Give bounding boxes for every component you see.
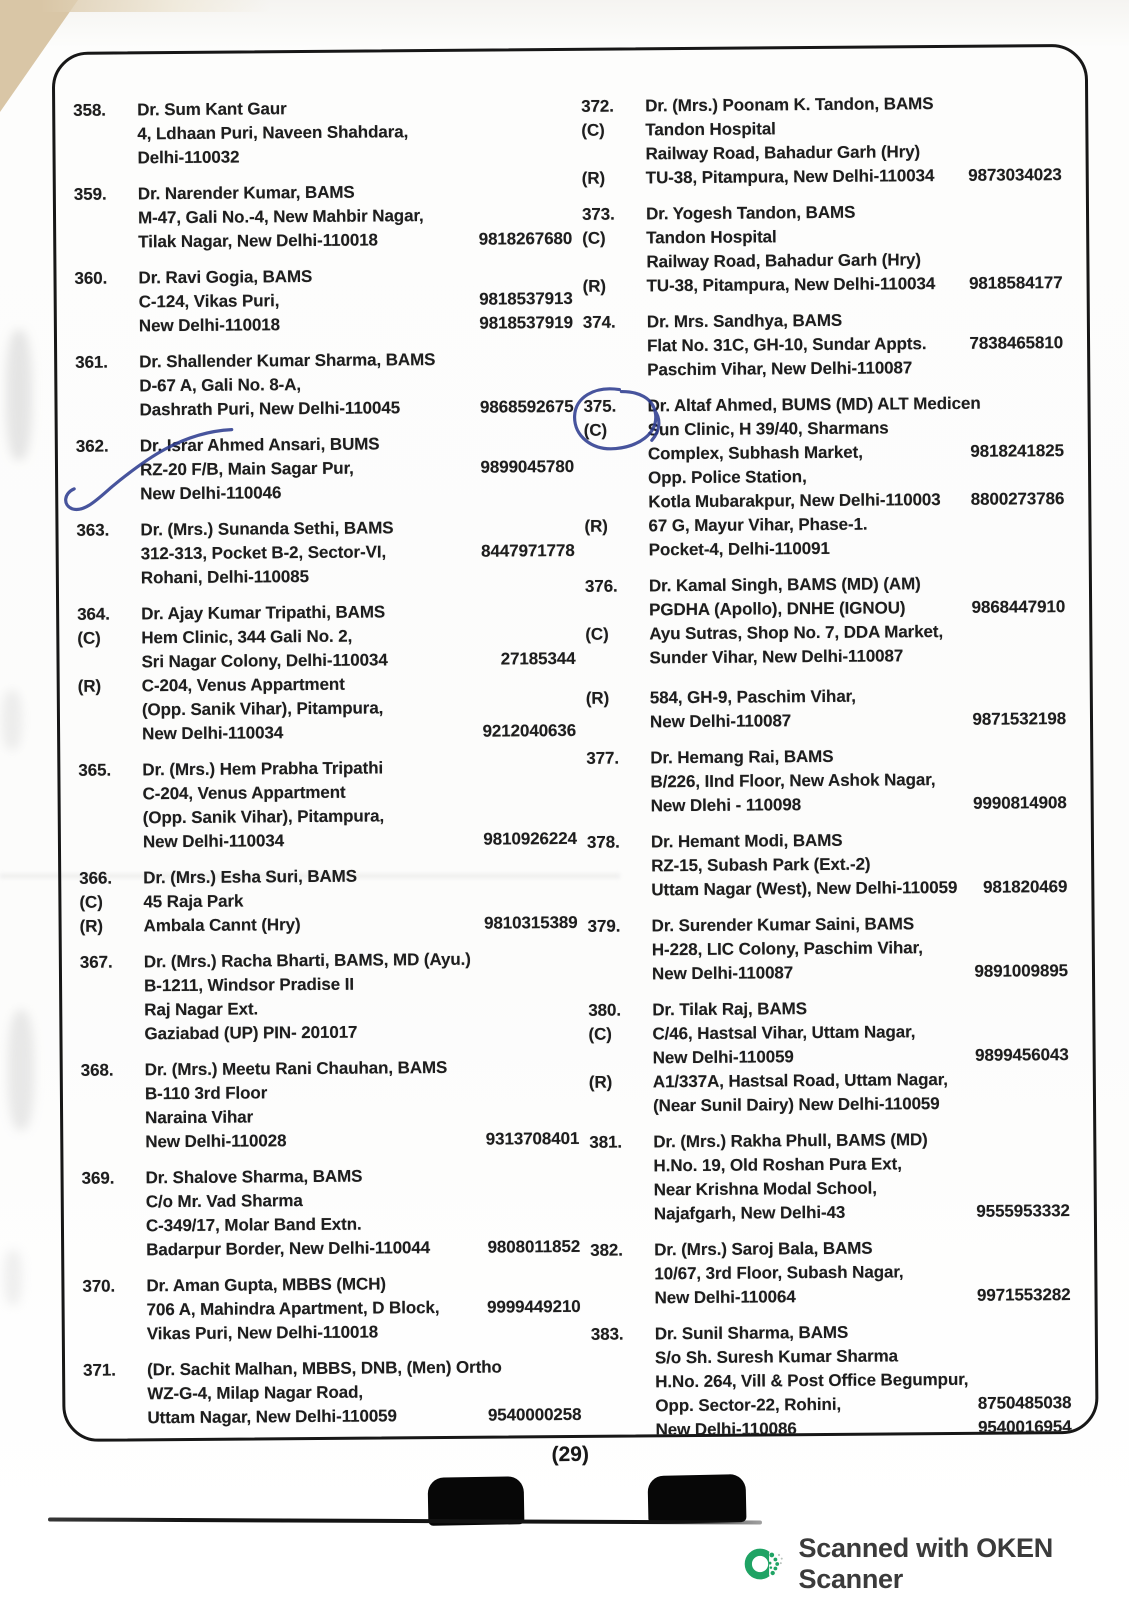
entry-line <box>73 143 571 171</box>
scan-artifact-blob <box>648 1474 747 1524</box>
address-line: Badarpur Border, New Delhi-110044 <box>146 1238 431 1260</box>
directory-entry-359 <box>74 179 573 255</box>
directory-columns <box>55 47 1096 1442</box>
entry-clinic-residence-tag: (R) <box>77 676 102 696</box>
doctor-name: Dr. (Mrs.) Poonam K. Tandon, BAMS <box>645 94 934 116</box>
address-line: A1/337A, Hastsal Road, Uttam Nagar, <box>652 1070 948 1092</box>
address-line: Railway Road, Bahadur Garh (Hry) <box>645 142 921 164</box>
phone-number: 981820469 <box>983 877 1068 897</box>
entry-line <box>583 271 1063 299</box>
entry-gutter <box>78 667 142 668</box>
phone-number: 9540016954 <box>977 1417 1072 1437</box>
entry-gutter <box>75 331 139 332</box>
address-line: (Near Sunil Dairy) New Delhi-110059 <box>652 1094 940 1116</box>
entry-gutter <box>585 615 649 616</box>
directory-column-right <box>581 91 1072 1442</box>
entry-gutter <box>589 1111 653 1112</box>
entry-number: 364. <box>77 604 110 624</box>
address-line: Hem Clinic, 344 Gali No. 2, <box>141 626 353 648</box>
entry-gutter <box>588 979 652 980</box>
entry-gutter <box>590 1279 654 1280</box>
oken-scanner-text: Scanned with OKEN Scanner <box>798 1533 1053 1594</box>
entry-number: 376. <box>584 576 618 596</box>
phone-number: 9212040636 <box>482 720 577 741</box>
phone-number: 9871532198 <box>972 709 1067 729</box>
entry-line <box>587 875 1067 903</box>
entry-clinic-residence-tag: (C) <box>581 120 605 140</box>
entry-line <box>78 719 576 747</box>
entry-line <box>590 1283 1070 1311</box>
entry-gutter <box>592 1435 656 1436</box>
address-line: H-228, LIC Colony, Paschim Vihar, <box>651 938 923 960</box>
address-line: S/o Sh. Suresh Kumar Sharma <box>654 1346 899 1368</box>
directory-entry-382 <box>590 1235 1071 1311</box>
entry-gutter <box>83 1339 147 1340</box>
entry-clinic-residence-tag: (R) <box>582 276 606 296</box>
entry-gutter <box>587 895 651 896</box>
entry-line <box>77 563 575 591</box>
directory-entry-361 <box>75 347 574 423</box>
entry-gutter <box>77 559 141 560</box>
entry-gutter <box>583 375 647 376</box>
entry-gutter <box>75 391 139 392</box>
address-line: RZ-15, Subash Park (Ext.-2) <box>651 854 871 876</box>
entry-gutter <box>82 1207 146 1208</box>
doctor-name: Dr. (Mrs.) Esha Suri, BAMS <box>143 866 358 888</box>
entry-number: 377. <box>586 748 620 768</box>
address-line: New Delhi-110064 <box>654 1287 796 1308</box>
directory-entry-375 <box>583 391 1064 563</box>
entry-gutter <box>591 1387 655 1388</box>
entry-gutter <box>590 1171 654 1172</box>
entry-line <box>585 643 1065 671</box>
entry-line <box>587 791 1067 819</box>
entry-line <box>591 1415 1071 1442</box>
entry-gutter <box>591 1303 655 1304</box>
address-line: Naraina Vihar <box>145 1107 254 1128</box>
entry-gutter <box>79 847 143 848</box>
entry-gutter <box>591 1411 655 1412</box>
address-line: Sri Nagar Colony, Delhi-110034 <box>141 650 388 672</box>
entry-gutter <box>78 715 142 716</box>
address-line: D-67 A, Gali No. 8-A, <box>139 375 302 396</box>
entry-line <box>582 163 1062 191</box>
address-line: Uttam Nagar (West), New Delhi-110059 <box>651 877 958 900</box>
doctor-name: Dr. (Mrs.) Meetu Rani Chauhan, BAMS <box>144 1057 448 1080</box>
entry-number: 383. <box>590 1324 624 1344</box>
entry-line <box>585 535 1065 563</box>
entry-gutter <box>82 1255 146 1256</box>
entry-gutter <box>584 507 648 508</box>
doctor-name: Dr. Ravi Gogia, BAMS <box>138 266 313 288</box>
entry-line <box>77 539 575 567</box>
entry-gutter <box>80 1015 144 1016</box>
directory-entry-367 <box>80 947 579 1047</box>
phone-number: 9899456043 <box>975 1045 1069 1065</box>
directory-entry-371 <box>83 1355 582 1431</box>
phone-number: 9873034023 <box>968 165 1062 185</box>
directory-entry-368 <box>81 1055 580 1155</box>
address-line: Flat No. 31C, GH-10, Sundar Appts. <box>646 334 927 356</box>
address-line: B-1211, Windsor Pradise II <box>144 974 354 996</box>
entry-line <box>80 1019 578 1047</box>
phone-number: 9891009895 <box>974 961 1069 981</box>
doctor-name: Dr. Sum Kant Gaur <box>137 99 287 120</box>
entry-gutter <box>74 163 138 164</box>
entry-clinic-residence-tag: (R) <box>588 1072 613 1092</box>
address-line: 4, Ldhaan Puri, Naveen Shahdara, <box>137 122 409 144</box>
entry-line <box>80 911 578 939</box>
address-line: Gaziabad (UP) PIN- 201017 <box>144 1022 358 1044</box>
entry-gutter <box>590 1219 654 1220</box>
address-line: New Delhi-110028 <box>145 1131 287 1152</box>
entry-line <box>584 439 1064 467</box>
entry-number: 374. <box>582 312 616 332</box>
entry-line <box>75 311 573 339</box>
phone-number: 8800273786 <box>970 489 1065 509</box>
address-line: Railway Road, Bahadur Garh (Hry) <box>646 250 922 272</box>
entry-number: 381. <box>589 1132 623 1152</box>
phone-number: 9313708401 <box>485 1128 580 1149</box>
entry-line <box>589 1091 1069 1119</box>
entry-line <box>585 595 1065 623</box>
entry-gutter <box>584 483 648 484</box>
address-line: RZ-20 F/B, Main Sagar Pur, <box>139 458 354 480</box>
address-line: Ambala Cannt (Hry) <box>143 915 301 936</box>
address-line: Najafgarh, New Delhi-43 <box>653 1202 846 1224</box>
entry-gutter <box>83 1399 147 1400</box>
entry-gutter <box>81 1147 145 1148</box>
address-line: TU-38, Pitampura, New Delhi-110034 <box>646 274 936 296</box>
entry-gutter <box>76 415 140 416</box>
doctor-name: Dr. Narender Kumar, BAMS <box>137 182 355 204</box>
entry-line <box>77 647 575 675</box>
address-line: Sunder Vihar, New Delhi-110087 <box>649 646 904 668</box>
page-number: (29) <box>551 1442 590 1467</box>
address-line: B-110 3rd Floor <box>144 1083 268 1104</box>
entry-line <box>75 395 573 423</box>
entry-line <box>584 487 1064 515</box>
entry-number: 365. <box>78 760 112 780</box>
phone-number: 9555953332 <box>976 1201 1070 1221</box>
directory-entry-362 <box>76 431 575 507</box>
address-line: 10/67, 3rd Floor, Subash Nagar, <box>654 1262 904 1284</box>
address-line: New Delhi-110087 <box>649 711 792 732</box>
entry-number: 363. <box>76 520 110 540</box>
directory-column-left <box>73 95 582 1442</box>
entry-line <box>83 1319 581 1347</box>
address-line: PGDHA (Apollo), DNHE (IGNOU) <box>649 598 906 620</box>
entry-gutter <box>587 871 651 872</box>
entry-gutter <box>79 799 143 800</box>
entry-number: 370. <box>82 1276 116 1296</box>
entry-gutter <box>79 823 143 824</box>
phone-number: 8750485038 <box>977 1393 1072 1413</box>
entry-number: 372. <box>581 96 614 116</box>
doctor-name: Dr. Yogesh Tandon, BAMS <box>645 202 856 224</box>
entry-gutter <box>586 727 650 728</box>
entry-clinic-residence-tag: (R) <box>585 688 610 708</box>
address-line: Tilak Nagar, New Delhi-110018 <box>138 230 378 252</box>
doctor-name: Dr. Ajay Kumar Tripathi, BAMS <box>141 602 386 624</box>
entry-clinic-residence-tag: (C) <box>77 628 101 648</box>
address-line: 67 G, Mayur Vihar, Phase-1. <box>648 514 868 536</box>
doctor-name: (Dr. Sachit Malhan, MBBS, DNB, (Men) Ortho <box>147 1357 502 1380</box>
entry-clinic-residence-tag: (C) <box>582 228 606 248</box>
entry-line <box>83 1295 581 1323</box>
phone-number: 9868447910 <box>971 597 1066 617</box>
phone-number: 8447971778 <box>481 540 575 561</box>
entry-number: 380. <box>588 1000 622 1020</box>
address-line: Ayu Sutras, Shop No. 7, DDA Market, <box>649 622 944 644</box>
address-line: Tandon Hospital <box>646 227 777 248</box>
entry-gutter <box>74 247 138 248</box>
entry-clinic-residence-tag: (R) <box>584 516 608 536</box>
entry-clinic-residence-tag: (C) <box>585 624 609 644</box>
entry-clinic-residence-tag: (C) <box>583 420 608 440</box>
entry-clinic-residence-tag: (R) <box>79 916 103 936</box>
address-line: 312-313, Pocket B-2, Sector-VI, <box>140 542 387 564</box>
phone-number: 9990814908 <box>973 793 1067 813</box>
directory-entry-383 <box>591 1319 1072 1442</box>
entry-line <box>588 959 1068 987</box>
entry-line <box>82 1235 580 1263</box>
entry-line <box>76 455 574 483</box>
doctor-name: Dr. Kamal Singh, BAMS (MD) (AM) <box>648 574 921 596</box>
entry-gutter <box>84 1423 148 1424</box>
directory-entry-373 <box>582 199 1063 299</box>
entry-number: 379. <box>587 916 621 936</box>
entry-number: 360. <box>74 268 108 288</box>
directory-entry-360 <box>74 263 573 339</box>
address-line: (Opp. Sanik Vihar), Pitampura, <box>142 806 385 828</box>
address-line: B/226, IInd Floor, New Ashok Nagar, <box>650 770 936 792</box>
address-line: Pocket-4, Delhi-110091 <box>648 538 830 560</box>
doctor-name: Dr. (Mrs.) Saroj Bala, BAMS <box>654 1238 873 1260</box>
phone-number: 27185344 <box>500 648 576 669</box>
entry-number: 369. <box>81 1168 115 1188</box>
address-line: Uttam Nagar, New Delhi-110059 <box>147 1406 397 1428</box>
phone-number: 9971553282 <box>976 1285 1071 1305</box>
phone-number: 9999449210 <box>486 1296 581 1317</box>
entry-gutter <box>589 1063 653 1064</box>
doctor-name: Dr. Tilak Raj, BAMS <box>652 999 807 1020</box>
address-line: New Delhi-110034 <box>142 831 285 852</box>
directory-entry-376 <box>585 571 1066 735</box>
entry-number: 366. <box>79 868 112 888</box>
address-line: New Delhi-110034 <box>142 723 284 744</box>
address-line: New Delhi-110018 <box>138 315 281 336</box>
doctor-name: Dr. (Mrs.) Hem Prabha Tripathi <box>142 758 384 780</box>
entry-gutter <box>76 499 140 500</box>
directory-entry-372 <box>581 91 1062 191</box>
entry-number: 359. <box>73 184 107 204</box>
doctor-name: Dr. Hemant Modi, BAMS <box>650 830 843 852</box>
entry-gutter <box>74 223 138 224</box>
entry-gutter <box>73 139 137 140</box>
address-line: C/o Mr. Vad Sharma <box>145 1191 303 1212</box>
doctor-name: Dr. Shallender Kumar Sharma, BAMS <box>139 350 436 372</box>
phone-number: 9818537919 <box>479 312 573 333</box>
phone-number: 9818584177 <box>968 273 1063 293</box>
entry-number: 371. <box>83 1360 116 1380</box>
entry-gutter <box>83 1315 147 1316</box>
entry-gutter <box>77 583 141 584</box>
entry-line <box>76 479 574 507</box>
address-line: Vikas Puri, New Delhi-110018 <box>146 1322 379 1344</box>
directory-entry-370 <box>82 1271 581 1347</box>
doctor-name: Dr. (Mrs.) Sunanda Sethi, BAMS <box>140 518 394 540</box>
entry-gutter <box>81 1099 145 1100</box>
address-line: New Delhi-110059 <box>652 1047 794 1068</box>
entry-line <box>83 1403 581 1431</box>
entry-gutter <box>582 267 646 268</box>
entry-clinic-residence-tag: (R) <box>581 168 606 188</box>
directory-entry-363 <box>76 515 575 591</box>
address-line: New Delhi-110046 <box>140 483 282 504</box>
directory-entry-365 <box>78 755 577 855</box>
entry-line <box>586 707 1066 735</box>
address-line: H.No. 19, Old Roshan Pura Ext, <box>653 1154 902 1176</box>
entry-line <box>583 355 1063 383</box>
address-line: Raj Nagar Ext. <box>144 999 259 1020</box>
address-line: 45 Raja Park <box>143 891 244 912</box>
entry-gutter <box>584 459 648 460</box>
entry-gutter <box>588 955 652 956</box>
phone-number: 9808011852 <box>487 1236 581 1257</box>
directory-entry-378 <box>587 827 1068 903</box>
phone-number: 9818537913 <box>479 288 573 309</box>
entry-gutter <box>80 991 144 992</box>
address-line: C-349/17, Molar Band Extn. <box>145 1214 362 1236</box>
entry-number: 368. <box>80 1060 114 1080</box>
address-line: Dashrath Puri, New Delhi-110045 <box>139 398 401 420</box>
directory-entry-381 <box>589 1127 1070 1227</box>
doctor-name: Dr. Sunil Sharma, BAMS <box>654 1322 849 1344</box>
entry-gutter <box>590 1195 654 1196</box>
doctor-name: Dr. Hemang Rai, BAMS <box>650 746 834 768</box>
address-line: Delhi-110032 <box>137 147 240 168</box>
directory-entry-364 <box>77 599 576 747</box>
address-line: C-204, Venus Appartment <box>142 782 346 804</box>
address-line: New Delhi-110086 <box>655 1419 797 1440</box>
entry-gutter <box>82 1231 146 1232</box>
address-line: M-47, Gali No.-4, New Mahbir Nagar, <box>137 206 424 228</box>
address-line: WZ-G-4, Milap Nagar Road, <box>147 1382 364 1404</box>
address-line: Sun Clinic, H 39/40, Sharmans <box>647 418 889 440</box>
phone-number: 9818241825 <box>970 441 1064 461</box>
doctor-name: Dr. (Mrs.) Rakha Phull, BAMS (MD) <box>653 1130 928 1152</box>
address-line: Rohani, Delhi-110085 <box>140 567 310 588</box>
phone-number: 7838465810 <box>969 333 1064 353</box>
directory-entry-377 <box>586 743 1067 819</box>
entry-number: 375. <box>583 396 617 416</box>
address-line: Paschim Vihar, New Delhi-110087 <box>647 358 913 380</box>
entry-line <box>589 1043 1069 1071</box>
directory-entry-379 <box>588 911 1069 987</box>
address-line: Tandon Hospital <box>645 119 776 140</box>
entry-clinic-residence-tag: (C) <box>79 892 103 912</box>
doctor-name: Dr. (Mrs.) Racha Bharti, BAMS, MD (Ayu.) <box>143 949 471 972</box>
phone-number: 9810315389 <box>483 912 578 933</box>
directory-entry-366 <box>79 863 578 939</box>
entry-gutter <box>582 159 646 160</box>
address-line: TU-38, Pitampura, New Delhi-110034 <box>645 166 935 188</box>
phone-number: 9899045780 <box>480 456 575 477</box>
entry-gutter <box>78 739 142 740</box>
doctor-name: Dr. Altaf Ahmed, BUMS (MD) ALT Medicen <box>647 393 981 416</box>
phone-number: 9868592675 <box>479 396 574 417</box>
entry-clinic-residence-tag: (C) <box>588 1024 612 1044</box>
address-line: Opp. Police Station, <box>648 467 807 488</box>
doctor-name: Dr. Israr Ahmed Ansari, BUMS <box>139 434 380 456</box>
entry-gutter <box>591 1363 655 1364</box>
address-line: 706 A, Mahindra Apartment, D Block, <box>146 1298 440 1320</box>
directory-entry-374 <box>583 307 1064 383</box>
entry-gutter <box>81 1123 145 1124</box>
entry-line <box>583 331 1063 359</box>
directory-entry-369 <box>81 1163 580 1263</box>
entry-number: 367. <box>79 952 113 972</box>
entry-gutter <box>583 351 647 352</box>
oken-scanner-footer <box>742 1533 1129 1595</box>
doctor-name: Dr. Shalove Sharma, BAMS <box>145 1166 363 1188</box>
entry-gutter <box>76 475 140 476</box>
doctor-name: Dr. Mrs. Sandhya, BAMS <box>646 310 843 332</box>
address-line: New Dlehi - 110098 <box>650 795 802 816</box>
address-line: (Opp. Sanik Vihar), Pitampura, <box>141 698 384 720</box>
address-line: 584, GH-9, Paschim Vihar, <box>649 686 856 708</box>
entry-line <box>590 1199 1070 1227</box>
entry-number: 361. <box>75 352 108 372</box>
entry-gutter <box>587 811 651 812</box>
entry-number: 382. <box>590 1240 623 1260</box>
doctor-name: Dr. Aman Gupta, MBBS (MCH) <box>146 1274 386 1296</box>
entry-line <box>79 827 577 855</box>
address-line: Complex, Subhash Market, <box>647 442 863 464</box>
entry-gutter <box>80 1039 144 1040</box>
entry-number: 362. <box>75 436 109 456</box>
address-line: Kotla Mubarakpur, New Delhi-110003 <box>648 490 941 512</box>
entry-number: 373. <box>581 204 615 224</box>
entry-line <box>74 227 572 255</box>
phone-number: 9540000258 <box>487 1404 582 1425</box>
address-line: New Delhi-110087 <box>651 963 794 984</box>
directory-entry-358 <box>73 95 572 171</box>
entry-gutter <box>586 663 650 664</box>
entry-gutter <box>75 307 139 308</box>
oken-logo-icon <box>742 1541 784 1587</box>
phone-number: 9818267680 <box>478 228 573 249</box>
phone-number: 9810926224 <box>483 828 578 849</box>
entry-line <box>81 1127 579 1155</box>
directory-entry-380 <box>588 995 1069 1119</box>
entry-gutter <box>585 555 649 556</box>
entry-number: 378. <box>586 832 620 852</box>
entry-number: 358. <box>73 100 106 120</box>
entry-gutter <box>587 787 651 788</box>
doctor-name: Dr. Surender Kumar Saini, BAMS <box>651 914 915 936</box>
address-line: Opp. Sector-22, Rohini, <box>655 1394 842 1416</box>
address-line: Near Krishna Modal School, <box>653 1178 877 1200</box>
address-line: C/46, Hastsal Vihar, Uttam Nagar, <box>652 1022 916 1044</box>
address-line: H.No. 264, Vill & Post Office Begumpur, <box>655 1369 969 1392</box>
address-line: C-204, Venus Appartment <box>141 674 345 696</box>
address-line: C-124, Vikas Puri, <box>138 291 280 312</box>
directory-border-box <box>52 44 1099 1442</box>
